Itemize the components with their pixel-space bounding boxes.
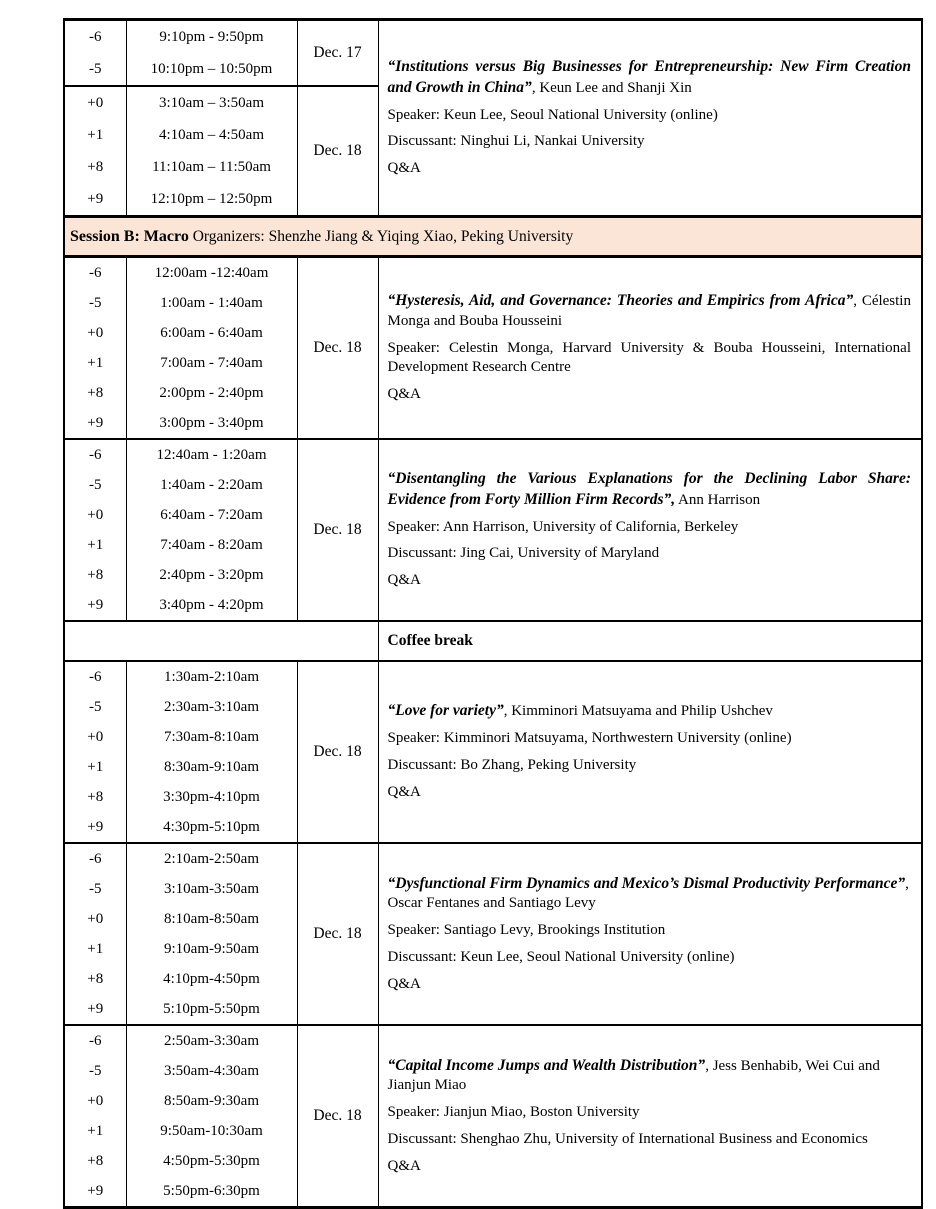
schedule-row xyxy=(64,20,922,54)
date-cell: Dec. 17 xyxy=(297,20,378,87)
timezone-offset-cell: -5 xyxy=(64,470,126,500)
time-range-cell: 5:10pm-5:50pm xyxy=(126,994,297,1025)
schedule-row xyxy=(64,1025,922,1056)
time-range-cell: 2:40pm - 3:20pm xyxy=(126,560,297,590)
timezone-offset-cell: +8 xyxy=(64,1146,126,1176)
detail-line: Discussant: Ninghui Li, Nankai University xyxy=(387,133,645,150)
schedule-row xyxy=(64,439,922,470)
session-details-cell xyxy=(378,20,922,217)
time-range-cell: 9:50am-10:30am xyxy=(126,1116,297,1146)
time-range-cell: 12:00am -12:40am xyxy=(126,257,297,289)
paper-title: “Capital Income Jumps and Wealth Distribution” xyxy=(387,1056,706,1074)
session-details-cell xyxy=(378,1025,922,1208)
timezone-offset-cell: +8 xyxy=(64,782,126,812)
paper-authors: , Keun Lee and Shanji Xin xyxy=(531,79,692,96)
detail-line: Speaker: Celestin Monga, Harvard University & Bouba Housseini, International Development Research Centre xyxy=(387,339,911,376)
session-banner-cell xyxy=(64,217,922,257)
paper-authors: Ann Harrison xyxy=(675,491,761,508)
time-range-cell: 3:40pm - 4:20pm xyxy=(126,590,297,621)
time-range-cell: 8:30am-9:10am xyxy=(126,752,297,782)
paper-title: “Love for variety” xyxy=(387,702,504,720)
detail-line: Discussant: Keun Lee, Seoul National University (online) xyxy=(387,948,735,965)
timezone-offset-cell: +1 xyxy=(64,1116,126,1146)
title-paragraph xyxy=(388,57,912,99)
coffee-break-label: Coffee break xyxy=(378,621,922,661)
time-range-cell: 8:10am-8:50am xyxy=(126,904,297,934)
time-range-cell: 2:50am-3:30am xyxy=(126,1025,297,1056)
timezone-offset-cell: +1 xyxy=(64,530,126,560)
timezone-offset-cell: +9 xyxy=(64,590,126,621)
time-range-cell: 4:10am – 4:50am xyxy=(126,119,297,151)
timezone-offset-cell: +0 xyxy=(64,318,126,348)
time-range-cell: 4:50pm-5:30pm xyxy=(126,1146,297,1176)
time-range-cell: 3:10am-3:50am xyxy=(126,874,297,904)
timezone-offset-cell: +1 xyxy=(64,348,126,378)
session-details-cell xyxy=(378,439,922,621)
time-range-cell: 9:10am-9:50am xyxy=(126,934,297,964)
timezone-offset-cell: +9 xyxy=(64,183,126,217)
time-range-cell: 2:00pm - 2:40pm xyxy=(126,378,297,408)
detail-line: Q&A xyxy=(387,572,421,589)
timezone-offset-cell: -6 xyxy=(64,439,126,470)
session-details-cell xyxy=(378,661,922,843)
timezone-offset-cell: +9 xyxy=(64,812,126,843)
schedule-table xyxy=(63,18,923,1209)
time-range-cell: 1:40am - 2:20am xyxy=(126,470,297,500)
detail-line: Q&A xyxy=(387,1157,421,1174)
time-range-cell: 3:10am – 3:50am xyxy=(126,86,297,119)
time-range-cell: 1:00am - 1:40am xyxy=(126,288,297,318)
time-range-cell: 7:40am - 8:20am xyxy=(126,530,297,560)
time-range-cell: 5:50pm-6:30pm xyxy=(126,1176,297,1208)
detail-line: Speaker: Keun Lee, Seoul National University (online) xyxy=(387,106,718,123)
title-paragraph xyxy=(388,701,912,722)
timezone-offset-cell: -5 xyxy=(64,1056,126,1086)
time-range-cell: 12:10pm – 12:50pm xyxy=(126,183,297,217)
detail-line: Q&A xyxy=(387,160,421,177)
date-cell: Dec. 18 xyxy=(297,86,378,217)
timezone-offset-cell: -6 xyxy=(64,20,126,54)
timezone-offset-cell: -6 xyxy=(64,661,126,692)
paper-authors: , Célestin Monga and Bouba Housseini xyxy=(387,293,911,329)
time-range-cell: 1:30am-2:10am xyxy=(126,661,297,692)
detail-line: Speaker: Santiago Levy, Brookings Institution xyxy=(387,922,666,939)
detail-line: Speaker: Ann Harrison, University of California, Berkeley xyxy=(387,518,739,535)
paper-title: “Institutions versus Big Businesses for Entrepreneurship: New Firm Creation and Growth in China” xyxy=(387,58,911,96)
timezone-offset-cell: -5 xyxy=(64,692,126,722)
timezone-offset-cell: +0 xyxy=(64,86,126,119)
timezone-offset-cell: +1 xyxy=(64,752,126,782)
timezone-offset-cell: +1 xyxy=(64,119,126,151)
session-banner-row xyxy=(64,217,922,257)
paper-title: “Disentangling the Various Explanations for the Declining Labor Share: Evidence from Forty Million Firm Records”, xyxy=(387,470,911,508)
time-range-cell: 11:10am – 11:50am xyxy=(126,151,297,183)
timezone-offset-cell: -5 xyxy=(64,874,126,904)
timezone-offset-cell: +0 xyxy=(64,1086,126,1116)
detail-line: Discussant: Bo Zhang, Peking University xyxy=(387,757,637,773)
time-range-cell: 2:10am-2:50am xyxy=(126,843,297,874)
detail-line: Q&A xyxy=(387,386,421,403)
time-range-cell: 6:00am - 6:40am xyxy=(126,318,297,348)
timezone-offset-cell: +9 xyxy=(64,994,126,1025)
time-range-cell: 10:10pm – 10:50pm xyxy=(126,53,297,86)
timezone-offset-cell: -5 xyxy=(64,288,126,318)
timezone-offset-cell: +8 xyxy=(64,964,126,994)
time-range-cell: 9:10pm - 9:50pm xyxy=(126,20,297,54)
timezone-offset-cell: +0 xyxy=(64,904,126,934)
session-banner-organizers: Organizers: Shenzhe Jiang & Yiqing Xiao, Peking University xyxy=(188,227,574,245)
time-range-cell: 8:50am-9:30am xyxy=(126,1086,297,1116)
timezone-offset-cell: +8 xyxy=(64,560,126,590)
timezone-offset-cell: -5 xyxy=(64,53,126,86)
detail-line: Discussant: Shenghao Zhu, University of International Business and Economics xyxy=(387,1130,868,1147)
timezone-offset-cell: +0 xyxy=(64,500,126,530)
empty-cell xyxy=(64,621,378,661)
date-cell: Dec. 18 xyxy=(297,1025,378,1208)
time-range-cell: 2:30am-3:10am xyxy=(126,692,297,722)
time-range-cell: 6:40am - 7:20am xyxy=(126,500,297,530)
session-details-cell xyxy=(378,843,922,1025)
timezone-offset-cell: -6 xyxy=(64,1025,126,1056)
timezone-offset-cell: +0 xyxy=(64,722,126,752)
detail-line: Speaker: Kimminori Matsuyama, Northwestern University (online) xyxy=(387,730,792,747)
time-range-cell: 3:00pm - 3:40pm xyxy=(126,408,297,439)
paper-authors: , Jess Benhabib, Wei Cui and Jianjun Miao xyxy=(387,1057,880,1094)
paper-authors: , Oscar Fentanes and Santiago Levy xyxy=(387,875,909,912)
detail-line: Discussant: Jing Cai, University of Maryland xyxy=(387,545,660,562)
title-paragraph xyxy=(388,1056,912,1097)
time-range-cell: 7:00am - 7:40am xyxy=(126,348,297,378)
paper-authors: , Kimminori Matsuyama and Philip Ushchev xyxy=(503,703,773,720)
timezone-offset-cell: +1 xyxy=(64,934,126,964)
schedule-row xyxy=(64,257,922,289)
paper-title: “Hysteresis, Aid, and Governance: Theories and Empirics from Africa” xyxy=(387,292,854,309)
time-range-cell: 4:10pm-4:50pm xyxy=(126,964,297,994)
timezone-offset-cell: +8 xyxy=(64,151,126,183)
title-paragraph xyxy=(388,291,912,332)
coffee-break-row xyxy=(64,621,922,661)
date-cell: Dec. 18 xyxy=(297,843,378,1025)
paper-title: “Dysfunctional Firm Dynamics and Mexico’s Dismal Productivity Performance” xyxy=(387,874,906,892)
title-paragraph xyxy=(388,874,912,915)
detail-line: Q&A xyxy=(387,783,421,800)
detail-line: Speaker: Jianjun Miao, Boston University xyxy=(387,1104,640,1121)
schedule-row xyxy=(64,843,922,874)
time-range-cell: 3:50am-4:30am xyxy=(126,1056,297,1086)
detail-line: Q&A xyxy=(387,975,421,992)
timezone-offset-cell: +8 xyxy=(64,378,126,408)
timezone-offset-cell: -6 xyxy=(64,257,126,289)
session-details-cell xyxy=(378,257,922,440)
schedule-row xyxy=(64,661,922,692)
timezone-offset-cell: +9 xyxy=(64,408,126,439)
time-range-cell: 4:30pm-5:10pm xyxy=(126,812,297,843)
timezone-offset-cell: -6 xyxy=(64,843,126,874)
time-range-cell: 7:30am-8:10am xyxy=(126,722,297,752)
time-range-cell: 12:40am - 1:20am xyxy=(126,439,297,470)
time-range-cell: 3:30pm-4:10pm xyxy=(126,782,297,812)
timezone-offset-cell: +9 xyxy=(64,1176,126,1208)
session-banner-title: Session B: Macro xyxy=(70,227,189,245)
date-cell: Dec. 18 xyxy=(297,257,378,440)
date-cell: Dec. 18 xyxy=(297,661,378,843)
date-cell: Dec. 18 xyxy=(297,439,378,621)
title-paragraph xyxy=(388,469,912,511)
